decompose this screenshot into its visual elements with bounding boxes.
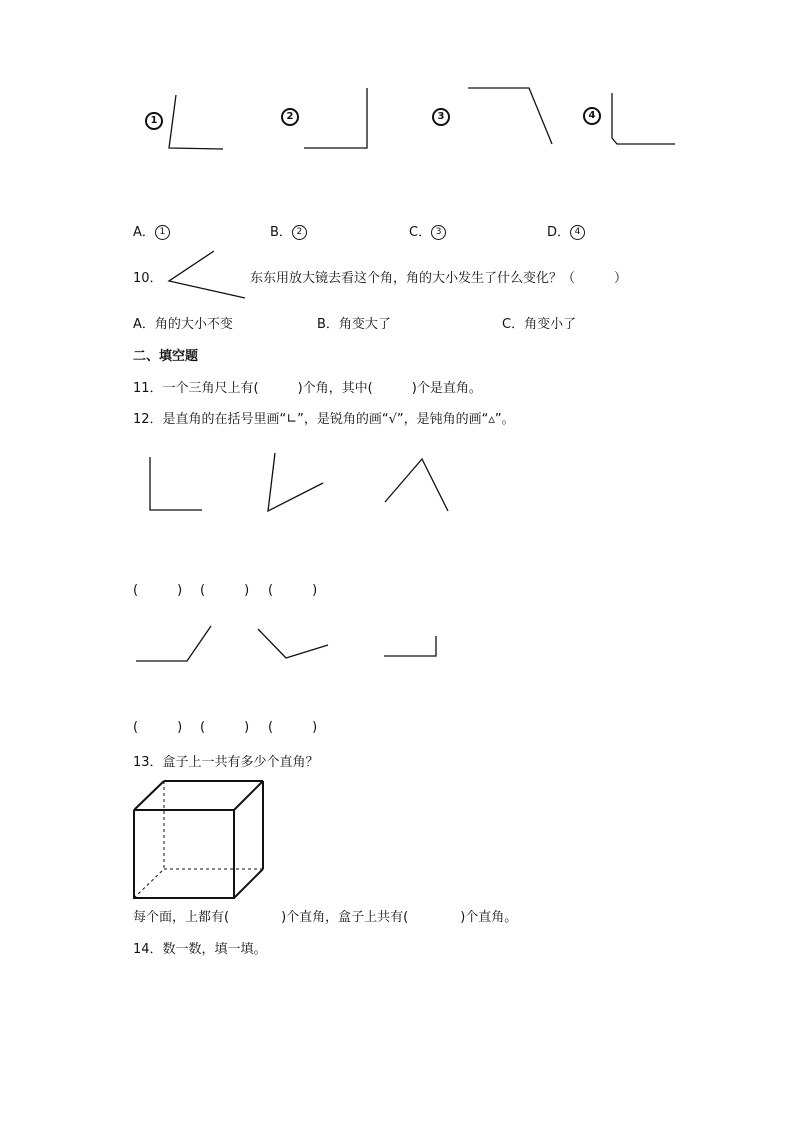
q10-option-b[interactable]: B．角变大了 [317, 317, 391, 332]
circled-number: 3 [431, 225, 446, 240]
circled-number: 1 [155, 225, 170, 240]
figure-label-1: 1 [145, 112, 163, 130]
q13-text: 13．盒子上一共有多少个直角？ [133, 755, 319, 770]
answer-paren[interactable]: ( ) [268, 583, 318, 598]
figure-label-2: 2 [281, 108, 299, 126]
figure-label-4: 4 [583, 107, 601, 125]
q9-option-a[interactable]: A． 1 [133, 225, 170, 241]
section-title: 二、填空题 [133, 349, 199, 364]
q9-option-c[interactable]: C． 3 [409, 225, 446, 241]
circled-number: 4 [570, 225, 585, 240]
answer-paren[interactable]: ( ) [200, 583, 250, 598]
circled-number: 2 [292, 225, 307, 240]
answer-paren[interactable]: ( ) [133, 583, 183, 598]
q10-option-c[interactable]: C．角变小了 [502, 317, 577, 332]
q12-text: 12．是直角的在括号里画“∟”，是锐角的画“√”，是钝角的画“▵”。 [133, 412, 515, 427]
q9-option-b[interactable]: B． 2 [270, 225, 307, 241]
answer-paren[interactable]: ( ) [200, 720, 250, 735]
figure-label-3: 3 [432, 108, 450, 126]
answer-paren[interactable]: ( ) [133, 720, 183, 735]
q13-answer-line: 每个面，上都有( )个直角，盒子上共有( )个直角。 [133, 910, 518, 925]
q10-number: 10． [133, 271, 163, 286]
q10-option-a[interactable]: A．角的大小不变 [133, 317, 233, 332]
q10-question-text: 东东用放大镜去看这个角，角的大小发生了什么变化？（ ） [250, 271, 628, 286]
answer-paren[interactable]: ( ) [268, 720, 318, 735]
q11-text: 11．一个三角尺上有( )个角，其中( )个是直角。 [133, 381, 482, 396]
q14-text: 14．数一数，填一填。 [133, 942, 267, 957]
q9-option-d[interactable]: D． 4 [547, 225, 585, 241]
